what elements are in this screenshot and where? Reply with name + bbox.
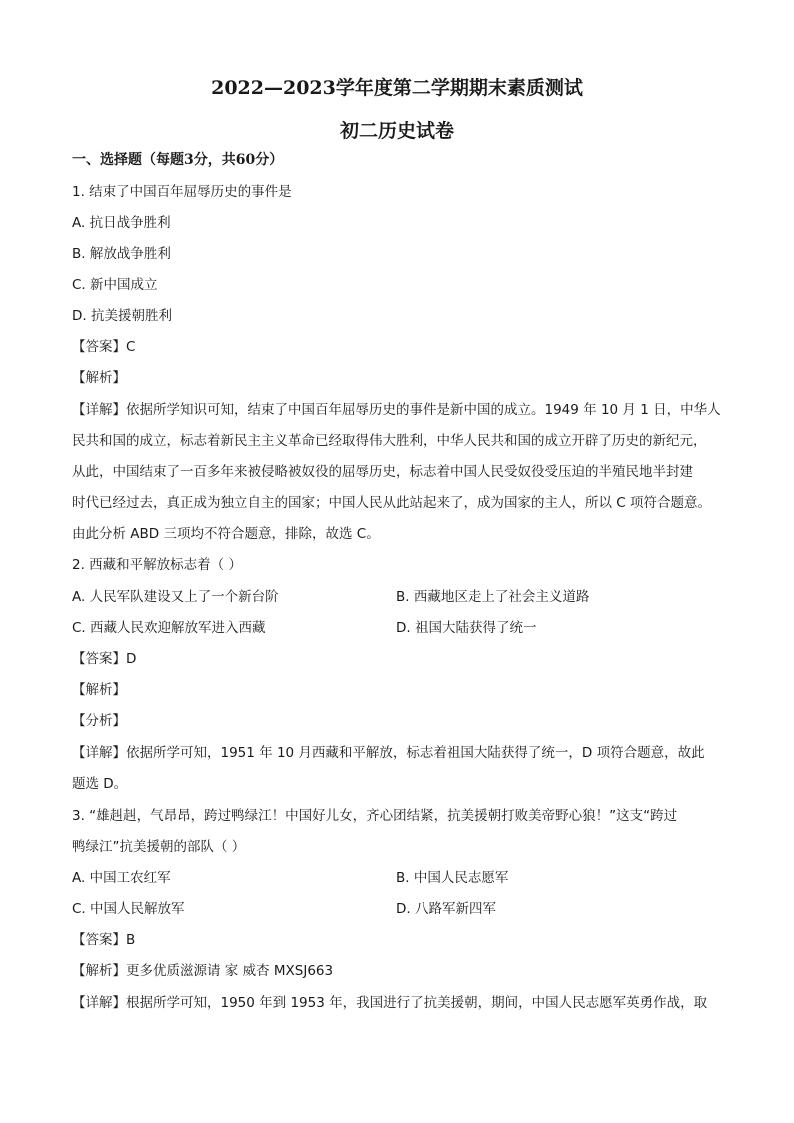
q1-detail-line: 时代已经过去，真正成为独立自主的国家；中国人民从此站起来了，成为国家的主人，所以 C 项符合题意。 bbox=[72, 495, 712, 511]
q1-detail-line: 从此，中国结束了一百多年来被侵略被奴役的屈辱历史，标志着中国人民受奴役受压迫的半殖民地半封建 bbox=[72, 464, 693, 480]
q3-option-d: D. 八路军新四军 bbox=[396, 901, 496, 917]
q3-stem-line: 鸭绿江”抗美援朝的部队（ ） bbox=[72, 839, 246, 855]
section-heading: 一、选择题（每题3分，共60分） bbox=[72, 152, 284, 168]
q1-answer: 【答案】C bbox=[72, 339, 136, 355]
q2-option-c: C. 西藏人民欢迎解放军进入西藏 bbox=[72, 620, 266, 636]
q2-stem: 2. 西藏和平解放标志着（ ） bbox=[72, 557, 242, 573]
q1-stem: 1. 结束了中国百年屈辱历史的事件是 bbox=[72, 184, 292, 200]
q3-option-c: C. 中国人民解放军 bbox=[72, 901, 185, 917]
q1-option-c: C. 新中国成立 bbox=[72, 277, 158, 293]
q2-option-d: D. 祖国大陆获得了统一 bbox=[396, 620, 537, 636]
q1-option-d: D. 抗美援朝胜利 bbox=[72, 308, 172, 324]
q1-analysis-label: 【解析】 bbox=[72, 370, 126, 386]
q2-analysis-label: 【解析】 bbox=[72, 682, 126, 698]
q1-detail-line: 由此分析 ABD 三项均不符合题意，排除，故选 C。 bbox=[72, 526, 380, 542]
q2-option-a: A. 人民军队建设又上了一个新台阶 bbox=[72, 589, 279, 605]
exam-title: 2022—2023学年度第二学期期末素质测试 bbox=[211, 77, 583, 99]
q1-detail-line: 民共和国的成立，标志着新民主主义革命已经取得伟大胜利，中华人民共和国的成立开辟了历史的新纪元， bbox=[72, 433, 707, 449]
q3-answer: 【答案】B bbox=[72, 932, 136, 948]
q3-analysis-line: 【解析】更多优质滋源请 家 威杏 MXSJ663 bbox=[72, 963, 334, 979]
exam-subtitle: 初二历史试卷 bbox=[339, 120, 454, 142]
q2-fenxi-label: 【分析】 bbox=[72, 713, 126, 729]
q2-detail-line: 题选 D。 bbox=[72, 776, 128, 792]
q1-option-a: A. 抗日战争胜利 bbox=[72, 215, 171, 231]
q1-detail-line: 【详解】依据所学知识可知，结束了中国百年屈辱历史的事件是新中国的成立。1949 年 10 月 1 日，中华人 bbox=[72, 402, 721, 418]
q2-detail-line: 【详解】依据所学可知，1951 年 10 月西藏和平解放，标志着祖国大陆获得了统一，D 项符合题意，故此 bbox=[72, 745, 705, 761]
q2-answer: 【答案】D bbox=[72, 651, 137, 667]
q3-option-a: A. 中国工农红军 bbox=[72, 870, 171, 886]
q3-stem-line: 3. “雄赳赳，气昂昂，跨过鸭绿江！中国好儿女，齐心团结紧，抗美援朝打败美帝野心狼！”这支“跨过 bbox=[72, 808, 678, 824]
q2-option-b: B. 西藏地区走上了社会主义道路 bbox=[396, 589, 590, 605]
q1-option-b: B. 解放战争胜利 bbox=[72, 246, 171, 262]
q3-detail-line: 【详解】根据所学可知，1950 年到 1953 年，我国进行了抗美援朝，期间，中国人民志愿军英勇作战，取 bbox=[72, 995, 708, 1011]
q3-option-b: B. 中国人民志愿军 bbox=[396, 870, 509, 886]
